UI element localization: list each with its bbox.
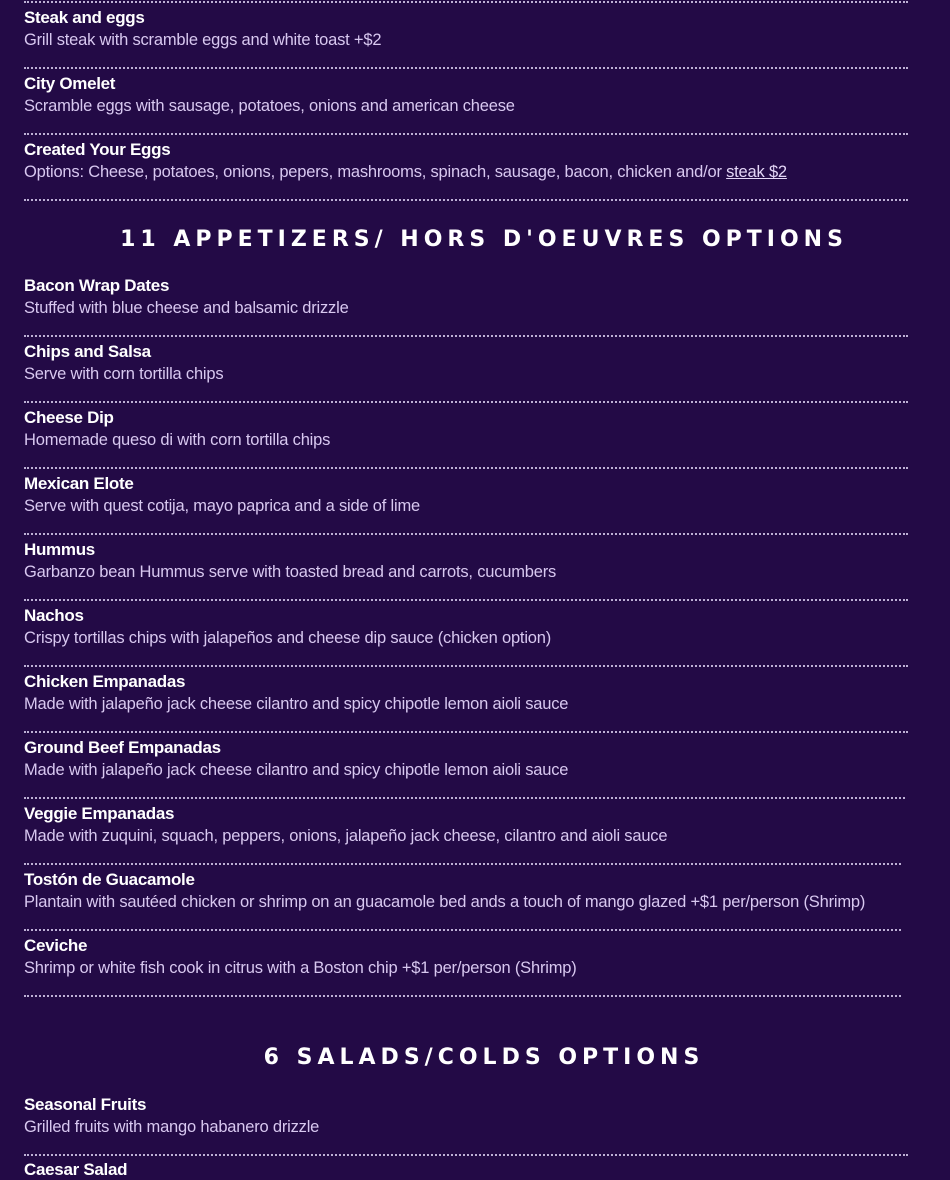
item-name: Bacon Wrap Dates — [24, 276, 170, 295]
separator — [24, 731, 908, 733]
item-name: Ground Beef Empanadas — [24, 738, 221, 757]
item-description: Homemade queso di with corn tortilla chips — [24, 431, 331, 449]
item-name: Chips and Salsa — [24, 342, 151, 361]
item-name: City Omelet — [24, 74, 116, 93]
item-description: Plantain with sautéed chicken or shrimp on an guacamole bed ands a touch of mango glazed +$1 per/person (Shrimp) — [24, 893, 866, 911]
item-name: Ceviche — [24, 936, 88, 955]
separator — [24, 665, 908, 667]
item-description — [24, 162, 787, 182]
item-description: Serve with quest cotija, mayo paprica and a side of lime — [24, 497, 421, 515]
separator — [24, 1, 908, 3]
item-description: Stuffed with blue cheese and balsamic drizzle — [24, 299, 349, 317]
item-description: Scramble eggs with sausage, potatoes, onions and american cheese — [24, 97, 515, 115]
section-title-salads: 6 SALADS/COLDS OPTIONS — [263, 1045, 705, 1070]
separator — [24, 797, 905, 799]
item-description: Crispy tortillas chips with jalapeños and cheese dip sauce (chicken option) — [24, 629, 552, 647]
section-title-appetizers: 11 APPETIZERS/ HORS D'OEUVRES OPTIONS — [120, 227, 848, 252]
item-name: Mexican Elote — [24, 474, 134, 493]
item-name: Chicken Empanadas — [24, 672, 186, 691]
separator — [24, 401, 908, 403]
item-description: Garbanzo bean Hummus serve with toasted bread and carrots, cucumbers — [24, 563, 557, 581]
separator — [24, 133, 908, 135]
item-description: Made with zuquini, squach, peppers, onions, jalapeño jack cheese, cilantro and aioli sauce — [24, 827, 668, 845]
item-description: Made with jalapeño jack cheese cilantro and spicy chipotle lemon aioli sauce — [24, 695, 569, 713]
item-name: Created Your Eggs — [24, 140, 171, 159]
separator — [24, 929, 901, 931]
item-name: Hummus — [24, 540, 95, 559]
separator — [24, 335, 908, 337]
separator — [24, 995, 901, 997]
item-description: Shrimp or white fish cook in citrus with a Boston chip +$1 per/person (Shrimp) — [24, 959, 577, 977]
item-name: Cheese Dip — [24, 408, 114, 427]
separator — [24, 67, 908, 69]
item-name: Caesar Salad — [24, 1160, 128, 1179]
separator — [24, 467, 908, 469]
separator — [24, 533, 908, 535]
item-description: Grill steak with scramble eggs and white toast +$2 — [24, 31, 382, 49]
separator — [24, 599, 908, 601]
item-description: Serve with corn tortilla chips — [24, 365, 224, 383]
separator — [24, 199, 908, 201]
item-description: Made with jalapeño jack cheese cilantro and spicy chipotle lemon aioli sauce — [24, 761, 569, 779]
item-name: Seasonal Fruits — [24, 1095, 147, 1114]
steak-upgrade-link[interactable]: steak $2 — [726, 163, 787, 181]
separator — [24, 863, 901, 865]
item-name: Steak and eggs — [24, 8, 145, 27]
item-name: Nachos — [24, 606, 84, 625]
item-description-text: Options: Cheese, potatoes, onions, pepers, mashrooms, spinach, sausage, bacon, chicken and/or — [24, 163, 727, 181]
separator — [24, 1154, 908, 1156]
item-description: Grilled fruits with mango habanero drizzle — [24, 1118, 320, 1136]
item-name: Veggie Empanadas — [24, 804, 175, 823]
item-name: Tostón de Guacamole — [24, 870, 195, 889]
